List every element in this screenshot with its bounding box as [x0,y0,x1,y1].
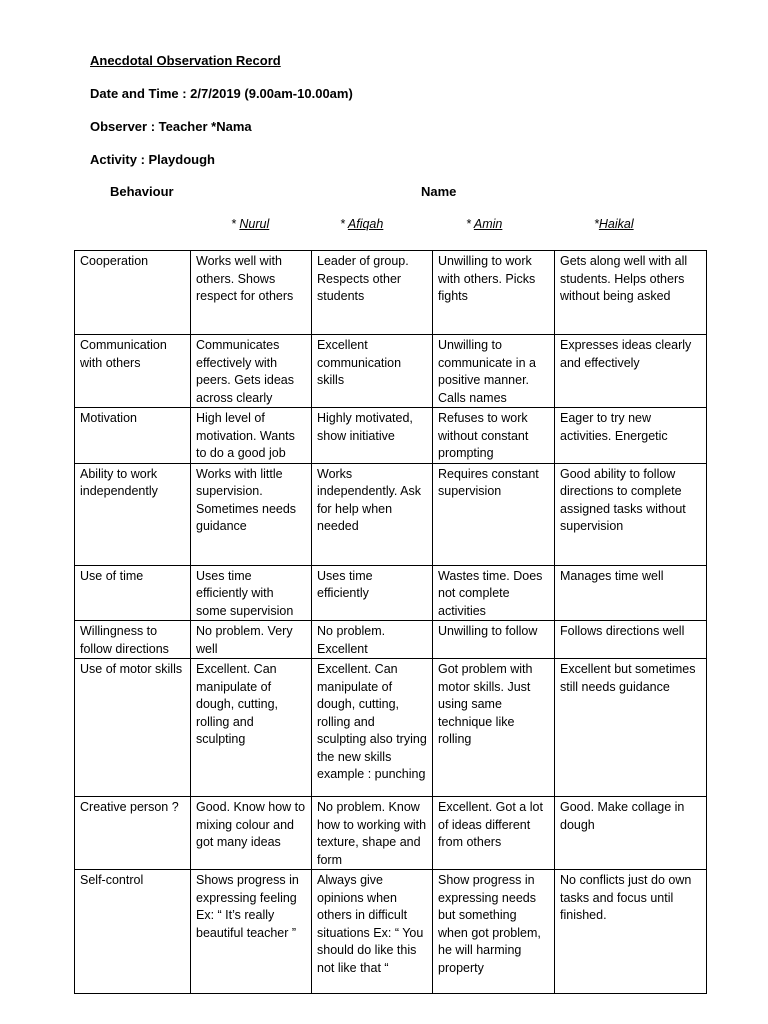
observation-cell: Works independently. Ask for help when needed [312,463,433,565]
observation-cell: Wastes time. Does not complete activities [433,565,555,621]
behaviour-cell: Cooperation [75,251,191,335]
table-row [75,659,707,797]
student-name: Afiqah [347,217,384,231]
date-time-line: Date and Time : 2/7/2019 (9.00am-10.00am) [90,86,353,101]
observation-cell: Highly motivated, show initiative [312,408,433,464]
student-name-amin [466,217,502,231]
table-row [75,251,707,335]
observation-cell: Shows progress in expressing feeling Ex: “ It’s really beautiful teacher ” [191,870,312,994]
student-name-haikal [594,217,634,231]
observation-cell: Leader of group. Respects other students [312,251,433,335]
student-name: Haikal [598,217,634,231]
student-prefix: * [466,217,471,231]
observation-cell: Good. Make collage in dough [555,797,707,870]
observation-cell: Eager to try new activities. Energetic [555,408,707,464]
observation-cell: Uses time efficiently [312,565,433,621]
table-row [75,463,707,565]
observation-cell: Good ability to follow directions to complete assigned tasks without supervision [555,463,707,565]
observation-cell: Good. Know how to mixing colour and got many ideas [191,797,312,870]
observation-cell: No problem. Very well [191,621,312,659]
behaviour-cell: Self-control [75,870,191,994]
observation-cell: No problem. Know how to working with texture, shape and form [312,797,433,870]
observation-cell: Excellent. Can manipulate of dough, cutting, rolling and sculpting also trying the new skills example : punching [312,659,433,797]
observation-cell: Excellent. Can manipulate of dough, cutting, rolling and sculpting [191,659,312,797]
observation-cell: Uses time efficiently with some supervision [191,565,312,621]
table-row [75,797,707,870]
table-row [75,565,707,621]
observation-cell: Manages time well [555,565,707,621]
observation-cell: Gets along well with all students. Helps others without being asked [555,251,707,335]
observation-cell: No problem. Excellent [312,621,433,659]
student-name-nurul [231,217,269,231]
table-row [75,621,707,659]
observation-cell: Communicates effectively with peers. Gets ideas across clearly [191,335,312,408]
observation-cell: Works well with others. Shows respect for others [191,251,312,335]
observation-cell: Got problem with motor skills. Just using same technique like rolling [433,659,555,797]
table-row [75,870,707,994]
observation-cell: Always give opinions when others in difficult situations Ex: “ You should do like this not like that “ [312,870,433,994]
table-row [75,335,707,408]
observer-line: Observer : Teacher *Nama [90,119,252,134]
observation-cell: Unwilling to work with others. Picks fights [433,251,555,335]
behaviour-cell: Willingness to follow directions [75,621,191,659]
behaviour-cell: Use of time [75,565,191,621]
student-prefix: * [231,217,236,231]
student-name-afiqah [340,217,383,231]
behaviour-cell: Creative person ? [75,797,191,870]
student-prefix: * [594,217,599,231]
observation-cell: Show progress in expressing needs but something when got problem, he will harming property [433,870,555,994]
observation-cell: Excellent. Got a lot of ideas different from others [433,797,555,870]
observation-cell: Excellent but sometimes still needs guidance [555,659,707,797]
observation-cell: Expresses ideas clearly and effectively [555,335,707,408]
table-row [75,408,707,464]
observation-cell: Unwilling to follow [433,621,555,659]
observation-cell: Follows directions well [555,621,707,659]
observation-cell: Requires constant supervision [433,463,555,565]
behaviour-cell: Use of motor skills [75,659,191,797]
observation-cell: Works with little supervision. Sometimes needs guidance [191,463,312,565]
behaviour-heading: Behaviour [110,184,174,199]
document-title: Anecdotal Observation Record [90,53,281,68]
observation-cell: No conflicts just do own tasks and focus until finished. [555,870,707,994]
observation-cell: Refuses to work without constant prompting [433,408,555,464]
name-heading: Name [421,184,457,199]
behaviour-cell: Communication with others [75,335,191,408]
activity-line: Activity : Playdough [90,152,215,167]
observation-table [74,250,707,994]
student-name: Amin [473,217,503,231]
observation-cell: Unwilling to communicate in a positive manner. Calls names [433,335,555,408]
observation-cell: High level of motivation. Wants to do a good job [191,408,312,464]
student-name: Nurul [239,217,270,231]
student-prefix: * [340,217,345,231]
behaviour-cell: Ability to work independently [75,463,191,565]
behaviour-cell: Motivation [75,408,191,464]
observation-cell: Excellent communication skills [312,335,433,408]
